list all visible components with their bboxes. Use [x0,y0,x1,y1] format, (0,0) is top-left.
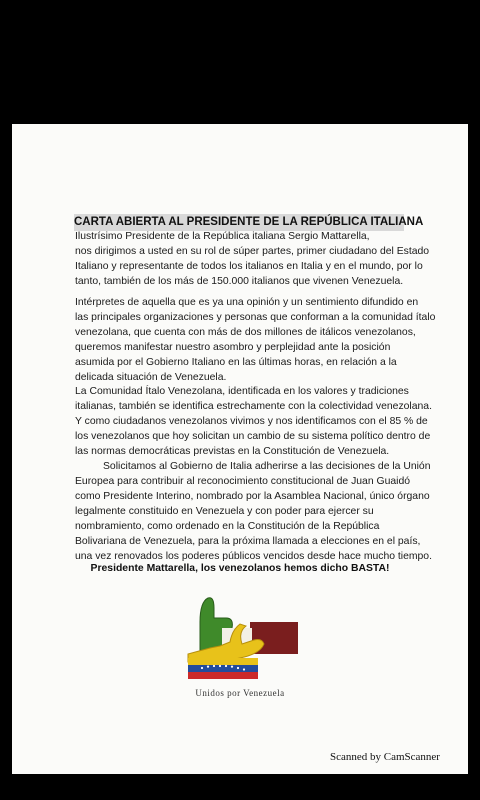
text-line: legalmente constituido en Venezuela y con poder para ejercer su [75,506,374,517]
text-line: La Comunidad Ítalo Venezolana, identificada en los valores y tradiciones [75,386,409,397]
text-line: Intérpretes de aquella que es ya una opinión y un sentimiento difundido en [75,297,419,308]
text-line: nos dirigimos a usted en su rol de súper partes, primer ciudadano del Estado [75,246,430,257]
text-line: nombramiento, como ordenado en la Constitución de la República [75,521,380,532]
text-line: las principales organizaciones y personas que conforman a la comunidad ítalo [75,312,436,323]
text-line: Bolivariana de Venezuela, para la próxima llamada a elecciones en el país, [75,536,421,547]
text-line: Ilustrísimo Presidente de la República italiana Sergio Mattarella, [75,231,370,242]
text-line: tanto, también de los más de 150.000 italianos que vivenen Venezuela. [75,276,404,287]
scanner-watermark: Scanned by CamScanner [330,751,440,763]
paragraph-interpreters [75,295,436,385]
text-line: Europea para contribuir al reconocimiento constitucional de Juan Guaidó [75,476,411,487]
text-line: las normas democráticas previstas en la Constitución de Venezuela. [75,446,390,457]
logo-caption: Unidos por Venezuela [195,688,285,698]
text-line: Y como ciudadanos venezolanos vivimos y nos identificamos con el 85 % de [75,416,428,427]
letter-title: CARTA ABIERTA AL PRESIDENTE DE LA REPÚBLICA ITALIANA [74,214,404,231]
text-line: venezolana, que cuenta con más de dos millones de itálicos venezolanos, [75,327,416,338]
paragraph-greeting [75,229,430,289]
paragraph-community [75,384,432,459]
text-line: Italiano y representante de todos los italianos en Italia y en el mundo, por lo [75,261,423,272]
text-line: delicada situación de Venezuela. [75,372,227,383]
text-line: Solicitamos al Gobierno de Italia adherirse a las decisiones de la Unión [103,461,431,472]
text-line: los venezolanos que hoy solicitan un cambio de su sistema político dentro de [75,431,431,442]
unidos-por-venezuela-logo [180,592,300,682]
text-line: una vez renovados los poderes públicos vencidos desde hace mucho tiempo. [75,551,432,562]
closing-statement: Presidente Mattarella, los venezolanos hemos dicho BASTA! [90,563,390,574]
text-line: italianas, también se identifica estrechamente con la colectividad venezolana. [75,401,432,412]
paragraph-request [75,459,432,564]
text-line: como Presidente Interino, nombrado por la Asamblea Nacional, único órgano [75,491,430,502]
text-line: queremos manifestar nuestro asombro y perplejidad ante la posición [75,342,391,353]
text-line: asumida por el Gobierno Italiano en las últimas horas, en relación a la [75,357,397,368]
